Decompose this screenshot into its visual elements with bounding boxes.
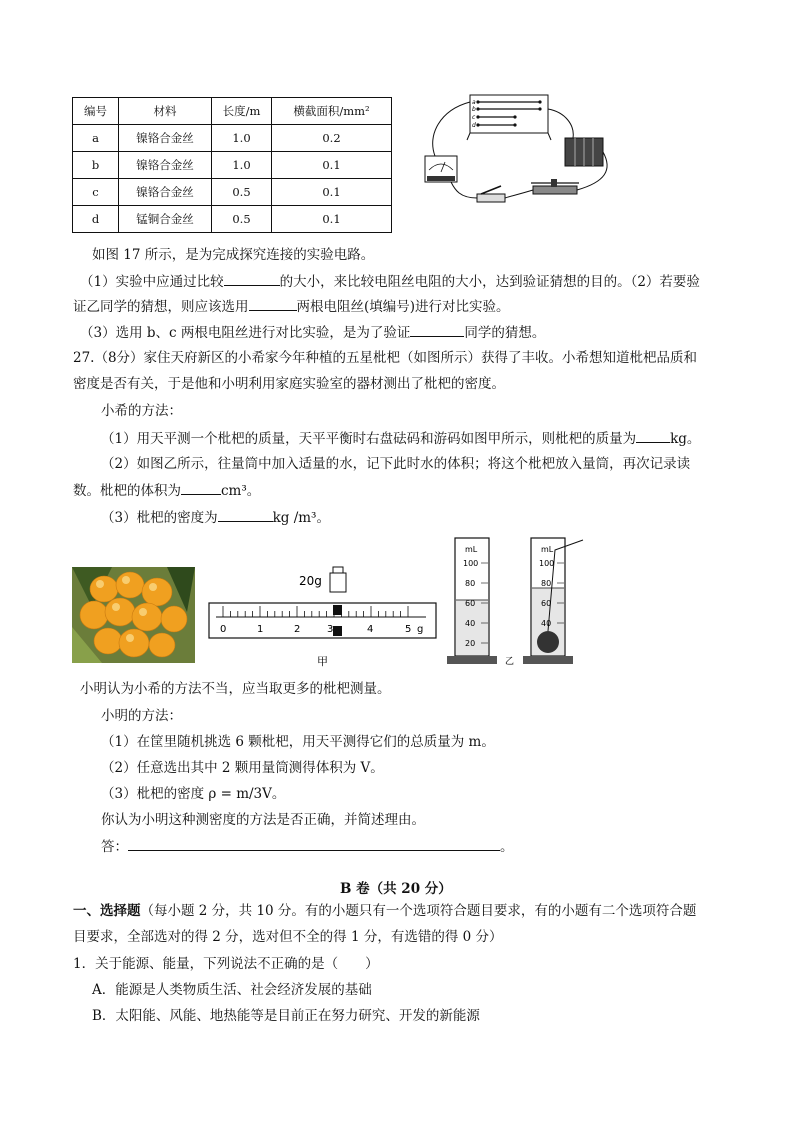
scale-tick-label: 5	[405, 624, 412, 635]
cylinder-tick: 20	[465, 639, 476, 648]
table-cell: 0.5	[212, 206, 272, 233]
table-cell: 镍铬合金丝	[119, 179, 212, 206]
weight-icon	[330, 567, 346, 592]
xi-step3: （3）枇杷的密度为 kg /m³。	[101, 510, 330, 526]
cylinder-unit: mL	[465, 545, 478, 554]
scale-tick-label: 2	[294, 624, 301, 635]
table-cell: 1.0	[212, 152, 272, 179]
table-cell: 0.1	[272, 206, 392, 233]
ming-step3: （3）枇杷的密度 ρ = m/3V。	[101, 786, 286, 802]
figure-label-jia: 甲	[317, 655, 328, 668]
xi-method-heading: 小希的方法：	[101, 403, 182, 419]
circuit-diagram	[415, 90, 615, 215]
switch-icon	[477, 186, 505, 202]
rheostat-icon	[531, 179, 579, 194]
table-cell: b	[73, 152, 119, 179]
table-cell: d	[73, 206, 119, 233]
cylinder-tick: 60	[465, 599, 476, 608]
col-header-length: 长度/m	[212, 98, 272, 125]
xi-step2-cont: 数。枇杷的体积为 cm³。	[73, 483, 261, 499]
wire-label: d	[472, 122, 476, 129]
table-cell: c	[73, 179, 119, 206]
cylinders-figure-yi	[443, 530, 593, 672]
answer-blank[interactable]	[128, 837, 500, 851]
figure-label-yi: 乙	[505, 657, 515, 667]
question-1-stem: 1．关于能源、能量，下列说法不正确的是（ ）	[73, 956, 379, 972]
ming-method-heading: 小明的方法：	[101, 708, 182, 724]
section-heading: 一、选择题（每小题 2 分，共 10 分。有的小题只有一个选项符合题目要求，有的小题有二个选项符合题	[73, 903, 697, 919]
answer-blank[interactable]	[249, 297, 297, 311]
table-cell: a	[73, 125, 119, 152]
cylinder-tick: 80	[541, 579, 552, 588]
answer-blank[interactable]	[224, 272, 280, 286]
answer-blank[interactable]	[636, 429, 670, 443]
loquat-photo	[72, 567, 195, 663]
cylinder-tick: 80	[465, 579, 476, 588]
col-header-material: 材料	[119, 98, 212, 125]
col-header-area: 横截面积/mm²	[272, 98, 392, 125]
ming-question: 你认为小明这种测密度的方法是否正确，并简述理由。	[101, 812, 425, 828]
table-cell: 0.1	[272, 152, 392, 179]
scale-unit: g	[417, 624, 424, 635]
q26-part3: （3）选用 b、c 两根电阻丝进行对比实验，是为了验证 同学的猜想。	[80, 325, 546, 341]
table-cell: 0.5	[212, 179, 272, 206]
cylinder-tick: 40	[465, 619, 476, 628]
q27-stem-line2: 密度是否有关，于是他和小明利用家庭实验室的器材测出了枇杷的密度。	[73, 376, 505, 392]
balance-figure-jia	[205, 565, 440, 669]
loquat-in-cylinder	[537, 631, 559, 653]
xi-step2: （2）如图乙所示，往量筒中加入适量的水，记下此时水的体积；将这个枇杷放入量筒，再次记录读	[101, 456, 691, 472]
ming-opinion: 小明认为小希的方法不当，应当取更多的枇杷测量。	[80, 681, 391, 697]
cylinder-tick: 60	[541, 599, 552, 608]
weight-label: 20g	[299, 574, 322, 588]
xi-step1: （1）用天平测一个枇杷的质量，天平平衡时右盘砝码和游码如图甲所示，则枇杷的质量为 kg。	[101, 431, 701, 447]
answer-blank[interactable]	[410, 323, 464, 337]
ming-answer-line: 答： 。	[101, 839, 514, 855]
table-cell: 0.2	[272, 125, 392, 152]
cylinder-tick: 100	[539, 559, 555, 568]
table-cell: 镍铬合金丝	[119, 152, 212, 179]
cylinder-unit: mL	[541, 545, 554, 554]
scale-tick-label: 4	[367, 624, 374, 635]
cylinder-after	[523, 538, 583, 664]
q26-part2: 证乙同学的猜想，则应该选用 两根电阻丝(填编号)进行对比实验。	[73, 299, 510, 315]
question-1-option-b: B．太阳能、风能、地热能等是目前正在努力研究、开发的新能源	[92, 1008, 480, 1024]
q26-intro: 如图 17 所示，是为完成探究连接的实验电路。	[92, 247, 375, 263]
cylinder-tick: 100	[463, 559, 479, 568]
table-cell: 0.1	[272, 179, 392, 206]
ammeter-icon	[425, 156, 457, 182]
section-desc-line2: 目要求，全部选对的得 2 分，选对但不全的得 1 分，有选错的得 0 分）	[73, 929, 503, 945]
battery-icon	[565, 138, 603, 166]
table-cell: 锰铜合金丝	[119, 206, 212, 233]
ming-step1: （1）在筐里随机挑选 6 颗枇杷，用天平测得它们的总质量为 m。	[101, 734, 495, 750]
table-row	[73, 179, 392, 206]
question-1-option-a: A．能源是人类物质生活、社会经济发展的基础	[92, 982, 372, 998]
cylinder-tick: 40	[541, 619, 552, 628]
scale-tick-label: 3	[327, 624, 334, 635]
part-b-title: B 卷（共 20 分）	[340, 881, 452, 897]
table-header-row	[73, 98, 392, 125]
table-cell: 1.0	[212, 125, 272, 152]
col-header-id: 编号	[73, 98, 119, 125]
q27-stem-line1: 27.（8分）家住天府新区的小希家今年种植的五星枇杷（如图所示）获得了丰收。小希想知道枇杷品质和	[73, 350, 698, 366]
ming-step2: （2）任意选出其中 2 颗用量筒测得体积为 V。	[101, 760, 384, 776]
wire-label: a	[472, 99, 476, 106]
answer-blank[interactable]	[181, 481, 221, 495]
wire-label: c	[472, 114, 476, 121]
answer-blank[interactable]	[218, 508, 273, 522]
table-row	[73, 125, 392, 152]
resistance-wire-table	[72, 97, 392, 233]
q26-part1: （1）实验中应通过比较 的大小，来比较电阻丝电阻的大小，达到验证猜想的目的。（2）若要验	[80, 274, 700, 290]
table-row	[73, 206, 392, 233]
table-cell: 镍铬合金丝	[119, 125, 212, 152]
wire-label: b	[472, 106, 476, 113]
scale-tick-label: 1	[257, 624, 264, 635]
table-row	[73, 152, 392, 179]
scale-tick-label: 0	[220, 624, 227, 635]
